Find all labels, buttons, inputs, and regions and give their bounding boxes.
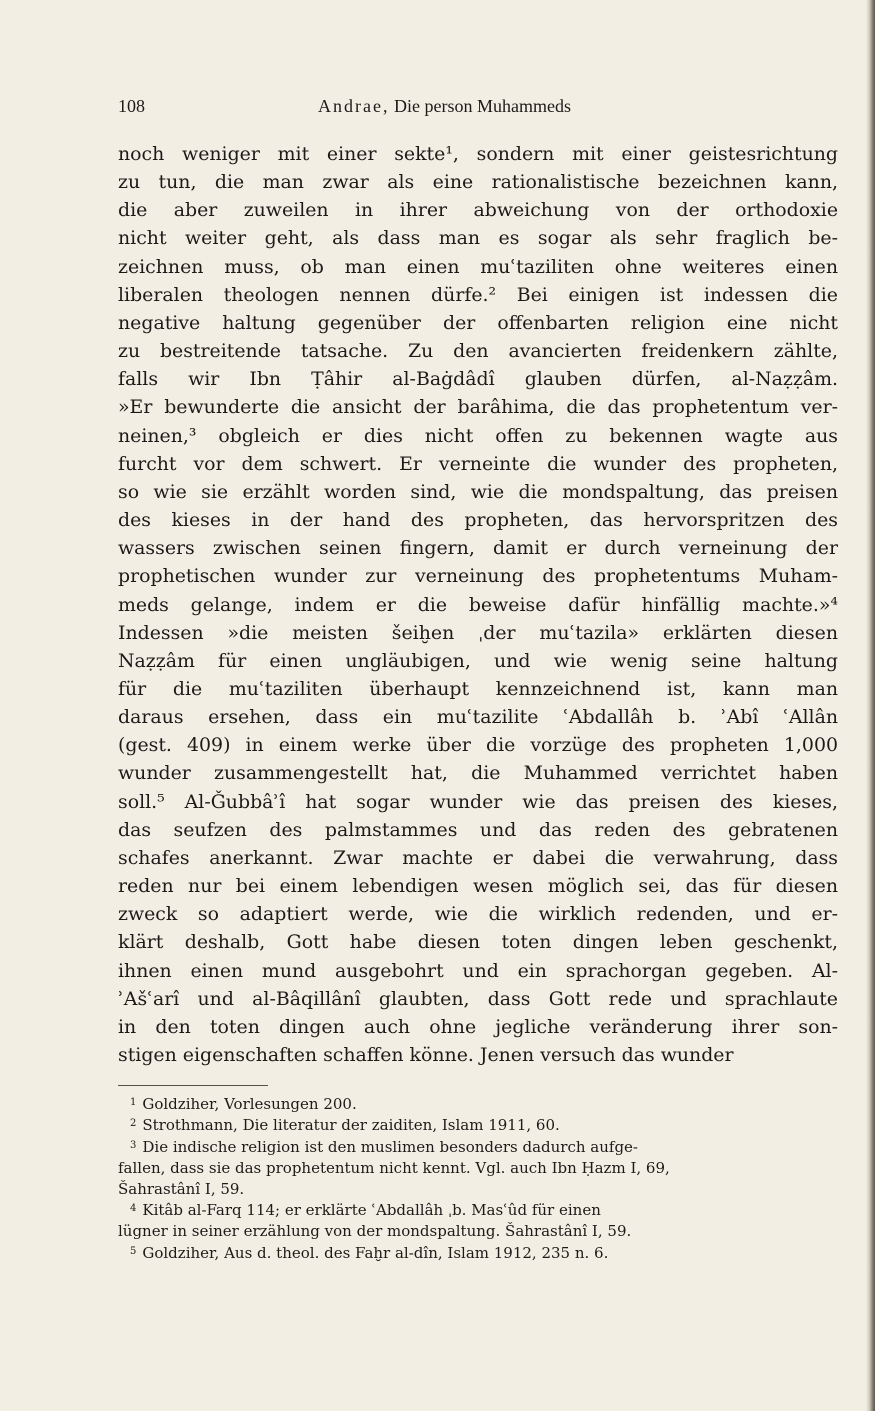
body-line: für die muʿtaziliten überhaupt kennzeichnend ist, kann man bbox=[118, 677, 838, 700]
footnote-3-line-3: Šahrastânî I, 59. bbox=[118, 1179, 245, 1198]
body-line: zu tun, die man zwar als eine rationalistische bezeichnen kann, bbox=[118, 171, 838, 194]
footnote-rule bbox=[118, 1085, 268, 1086]
footnote-mark: 3 bbox=[130, 1139, 137, 1151]
footnote-text: Strothmann, Die literatur der zaiditen, Islam 1911, 60. bbox=[142, 1116, 560, 1135]
body-line: (gest. 409) in einem werke über die vorzüge des propheten 1,000 bbox=[118, 734, 838, 757]
page-number: 108 bbox=[118, 96, 145, 116]
body-line: noch weniger mit einer sekte¹, sondern mit einer geistesrichtung bbox=[118, 143, 838, 165]
body-line: Indessen »die meisten šeiḫen ˌder muʿtazila» erklärten diesen bbox=[118, 621, 838, 644]
running-author: Andrae, bbox=[318, 96, 390, 116]
footnote-text: Goldziher, Aus d. theol. des Faḫr al-dîn, Islam 1912, 235 n. 6. bbox=[142, 1243, 609, 1262]
page-edge-shadow bbox=[866, 0, 875, 1411]
body-line: zeichnen muss, ob man einen muʿtaziliten ohne weiteres einen bbox=[118, 255, 838, 278]
body-line: furcht vor dem schwert. Er verneinte die wunder des propheten, bbox=[118, 452, 838, 475]
running-head bbox=[118, 96, 838, 118]
body-line: zweck so adaptiert werde, wie die wirklich redenden, und er- bbox=[118, 903, 838, 926]
footnote-3-line-2: fallen, dass sie das prophetentum nicht kennt. Vgl. auch Ibn Ḥazm I, 69, bbox=[118, 1158, 670, 1177]
body-line: reden nur bei einem lebendigen wesen möglich sei, das für diesen bbox=[118, 875, 838, 898]
body-line: ihnen einen mund ausgebohrt und ein sprachorgan gegeben. Al- bbox=[118, 959, 838, 982]
footnote-4 bbox=[118, 1200, 838, 1221]
body-line: daraus ersehen, dass ein muʿtazilite ʿAbdallâh b. ʾAbî ʿAllân bbox=[118, 706, 838, 729]
body-line: nicht weiter geht, als dass man es sogar als sehr fraglich be- bbox=[118, 227, 838, 250]
footnote-2 bbox=[118, 1115, 838, 1136]
footnotes bbox=[118, 1094, 838, 1264]
body-line: des kieses in der hand des propheten, das hervorspritzen des bbox=[118, 509, 838, 532]
body-line: prophetischen wunder zur verneinung des prophetentums Muham- bbox=[118, 565, 838, 588]
footnote-mark: 1 bbox=[130, 1097, 137, 1109]
body-line: negative haltung gegenüber der offenbarten religion eine nicht bbox=[118, 311, 838, 334]
running-title bbox=[318, 96, 571, 117]
body-line: stigen eigenschaften schaffen könne. Jenen versuch das wunder bbox=[118, 1044, 734, 1066]
running-title-text: Die person Muhammeds bbox=[393, 96, 571, 116]
body-line: neinen,³ obgleich er dies nicht offen zu bekennen wagte aus bbox=[118, 424, 838, 447]
body-line: zu bestreitende tatsache. Zu den avancierten freidenkern zählte, bbox=[118, 340, 838, 363]
body-line: schafes anerkannt. Zwar machte er dabei die verwahrung, dass bbox=[118, 846, 838, 869]
body-line: so wie sie erzählt worden sind, wie die mondspaltung, das preisen bbox=[118, 480, 838, 503]
body-line: soll.⁵ Al-Ǧubbâʾî hat sogar wunder wie das preisen des kieses, bbox=[118, 790, 838, 813]
footnote-3 bbox=[118, 1137, 838, 1158]
body-line: »Er bewunderte die ansicht der barâhima, die das prophetentum ver- bbox=[118, 396, 838, 419]
body-line: das seufzen des palmstammes und das reden des gebratenen bbox=[118, 818, 838, 841]
body-line: meds gelange, indem er die beweise dafür hinfällig machte.»⁴ bbox=[118, 593, 838, 616]
body-text bbox=[118, 140, 838, 1069]
footnote-text: Kitâb al-Farq 114; er erklärte ʿAbdallâh ˌb. Masʿûd für einen bbox=[142, 1201, 601, 1220]
body-line: ʾAšʿarî und al-Bâqillânî glaubten, dass Gott rede und sprachlaute bbox=[118, 987, 838, 1010]
footnote-1 bbox=[118, 1094, 838, 1115]
footnote-5 bbox=[118, 1243, 838, 1264]
body-line: Naẓẓâm für einen ungläubigen, und wie wenig seine haltung bbox=[118, 649, 838, 672]
body-line: die aber zuweilen in ihrer abweichung von der orthodoxie bbox=[118, 199, 838, 222]
body-line: klärt deshalb, Gott habe diesen toten dingen leben geschenkt, bbox=[118, 931, 838, 954]
footnote-text: Die indische religion ist den muslimen besonders dadurch aufge- bbox=[142, 1137, 639, 1156]
body-line: falls wir Ibn Ṭâhir al-Baġdâdî glauben dürfen, al-Naẓẓâm. bbox=[118, 368, 838, 391]
footnote-mark: 2 bbox=[130, 1118, 137, 1130]
body-line: wassers zwischen seinen fingern, damit er durch verneinung der bbox=[118, 537, 838, 560]
body-line: liberalen theologen nennen dürfe.² Bei einigen ist indessen die bbox=[118, 283, 838, 306]
footnote-text: Goldziher, Vorlesungen 200. bbox=[142, 1095, 357, 1114]
body-line: wunder zusammengestellt hat, die Muhammed verrichtet haben bbox=[118, 762, 838, 785]
body-line: in den toten dingen auch ohne jegliche veränderung ihrer son- bbox=[118, 1015, 838, 1038]
footnote-4-line-2: lügner in seiner erzählung von der mondspaltung. Šahrastânî I, 59. bbox=[118, 1222, 632, 1241]
book-page bbox=[118, 96, 838, 1264]
footnote-mark: 4 bbox=[130, 1203, 137, 1215]
footnote-mark: 5 bbox=[130, 1245, 137, 1257]
